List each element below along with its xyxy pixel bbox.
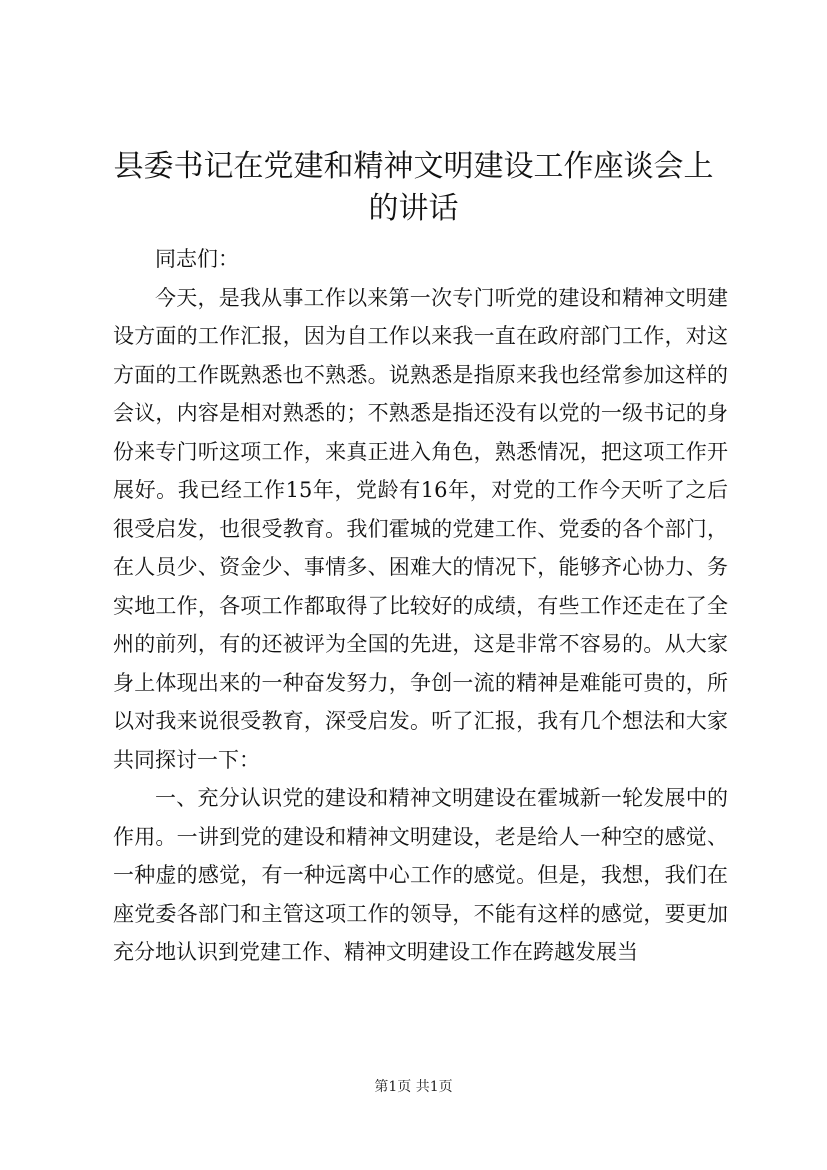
page-number-footer: 第1页 共1页 xyxy=(374,1079,453,1095)
salutation-paragraph: 同志们： xyxy=(155,247,239,271)
section-one-paragraph: 一、充分认识党的建设和精神文明建设在霍城新一轮发展中的作用。一讲到党的建设和精神文明建设，老是给人一种空的感觉、一种虚的感觉，有一种远离中心工作的感觉。但是，我想，我们在座党委各部门和主管这项工作的领导，不能有这样的感觉，要更加充分地认识到党建工作、精神文明建设工作在跨越发展当 xyxy=(113,786,728,964)
opening-paragraph: 今天，是我从事工作以来第一次专门听党的建设和精神文明建设方面的工作汇报，因为自工作以来我一直在政府部门工作，对这方面的工作既熟悉也不熟悉。说熟悉是指原来我也经常参加这样的会议，内容是相对熟悉的；不熟悉是指还没有以党的一级书记的身份来专门听这项工作，来真正进入角色，熟悉情况，把这项工作开展好。我已经工作15年，党龄有16年，对党的工作今天听了之后很受启发，也很受教育。我们霍城的党建工作、党委的各个部门，在人员少、资金少、事情多、困难大的情况下，能够齐心协力、务实地工作，各项工作都取得了比较好的成绩，有些工作还走在了全州的前列，有的还被评为全国的先进，这是非常不容易的。从大家身上体现出来的一种奋发努力，争创一流的精神是难能可贵的，所以对我来说很受教育，深受启发。听了汇报，我有几个想法和大家共同探讨一下： xyxy=(113,285,728,772)
document-body xyxy=(113,240,728,972)
document-title: 县委书记在党建和精神文明建设工作座谈会上的讲话 xyxy=(113,149,714,226)
